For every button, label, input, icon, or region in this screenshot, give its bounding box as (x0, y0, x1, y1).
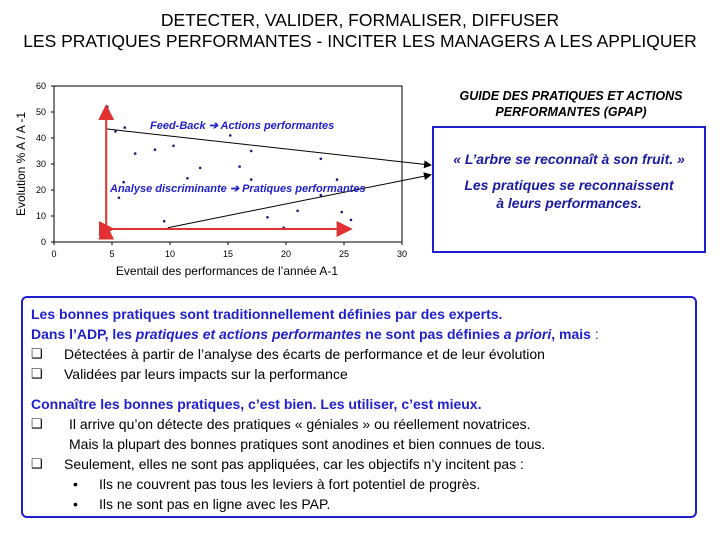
x-tick-label: 5 (109, 249, 115, 259)
heading-experts: Les bonnes pratiques sont traditionnellement définies par des experts. (31, 306, 503, 322)
data-point (250, 150, 253, 153)
quote: « L’arbre se reconnaît à son fruit. » (453, 151, 685, 167)
checkbox-icon: ❑ (31, 416, 43, 431)
sub-text: Ils ne sont pas en ligne avec les PAP. (99, 496, 331, 512)
h2-italic: pratiques et actions performantes (135, 326, 362, 342)
x-tick-label: 15 (222, 249, 234, 259)
data-point (340, 211, 343, 214)
bullet-icon: • (73, 496, 78, 512)
list-text: Seulement, elles ne sont pas appliquées, car les objectifs n’y incitent pas : (64, 456, 524, 472)
list-text: Détectées à partir de l’analyse des écarts de performance et de leur évolution (64, 346, 545, 362)
x-axis-label: Eventail des performances de l’année A-1 (115, 264, 339, 278)
data-point (320, 158, 323, 161)
sub-text: Ils ne couvrent pas tous les leviers à fort potentiel de progrès. (99, 476, 481, 492)
list-item (31, 364, 687, 384)
h2-part: Dans l’ADP, les (31, 326, 136, 342)
y-tick-label: 10 (35, 211, 46, 221)
h2-italic: a priori (503, 326, 552, 342)
x-tick-label: 30 (396, 249, 408, 259)
x-tick-label: 0 (51, 249, 57, 259)
analyse-annotation: Analyse discriminante ➔ Pratiques performantes (110, 183, 366, 195)
x-tick-label: 10 (164, 249, 176, 259)
checkbox-icon: ❑ (31, 456, 43, 471)
y-tick-label: 20 (35, 185, 46, 195)
data-point (199, 167, 202, 170)
y-tick-label: 40 (35, 133, 46, 143)
sub-item (31, 494, 687, 514)
list-item (31, 414, 687, 434)
data-point (154, 148, 157, 151)
data-point (123, 126, 126, 129)
data-point (163, 220, 166, 223)
feedback-annotation: Feed-Back ➔ Actions performantes (150, 120, 335, 132)
data-point (250, 178, 253, 181)
data-point (172, 145, 175, 148)
data-point (186, 177, 189, 180)
data-point (134, 152, 137, 155)
x-tick-label: 25 (338, 249, 350, 259)
checkbox-icon: ❑ (31, 366, 43, 381)
bullet-icon: • (73, 476, 78, 492)
data-point (118, 197, 121, 200)
data-point (296, 210, 299, 213)
quote-line-1: Les pratiques se reconnaissent (464, 177, 674, 193)
list-text: Il arrive qu’on détecte des pratiques « géniales » ou réellement novatrices. (69, 416, 531, 432)
data-point (238, 165, 241, 168)
connector-line-top (106, 129, 430, 165)
heading-adp (31, 324, 687, 344)
data-point (350, 219, 353, 222)
checkbox-icon: ❑ (31, 346, 43, 361)
heading-connaitre: Connaître les bonnes pratiques, c’est bien. Les utiliser, c’est mieux. (31, 396, 482, 412)
data-point (266, 216, 269, 219)
list-text: Validées par leurs impacts sur la performance (64, 366, 348, 382)
quote-line-2: à leurs performances. (496, 195, 642, 211)
list-item (31, 454, 687, 474)
guide-title: GUIDE DES PRATIQUES ET ACTIONS PERFORMANTES (GPAP) (459, 89, 683, 119)
h2-colon: : (590, 326, 599, 342)
list-item (31, 344, 687, 364)
y-tick-label: 0 (40, 237, 46, 247)
y-tick-label: 30 (35, 159, 46, 169)
y-tick-label: 60 (35, 81, 46, 91)
data-point (229, 134, 232, 137)
data-point (336, 178, 339, 181)
list-continuation: Mais la plupart des bonnes pratiques sont anodines et bien connues de tous. (69, 436, 546, 452)
quote-box (432, 126, 706, 253)
h2-part: ne sont pas définies (361, 326, 504, 342)
title-line-1: DETECTER, VALIDER, FORMALISER, DIFFUSER (160, 10, 560, 30)
h2-part: , mais (551, 326, 591, 342)
data-point (114, 130, 117, 133)
data-point (106, 106, 109, 109)
sub-item (31, 474, 687, 494)
y-tick-label: 50 (35, 107, 46, 117)
explanation-box (21, 296, 697, 518)
x-tick-label: 20 (280, 249, 292, 259)
title-line-2: LES PRATIQUES PERFORMANTES - INCITER LES MANAGERS A LES APPLIQUER (23, 31, 697, 51)
y-axis-label: Evolution % A / A -1 (14, 111, 28, 217)
